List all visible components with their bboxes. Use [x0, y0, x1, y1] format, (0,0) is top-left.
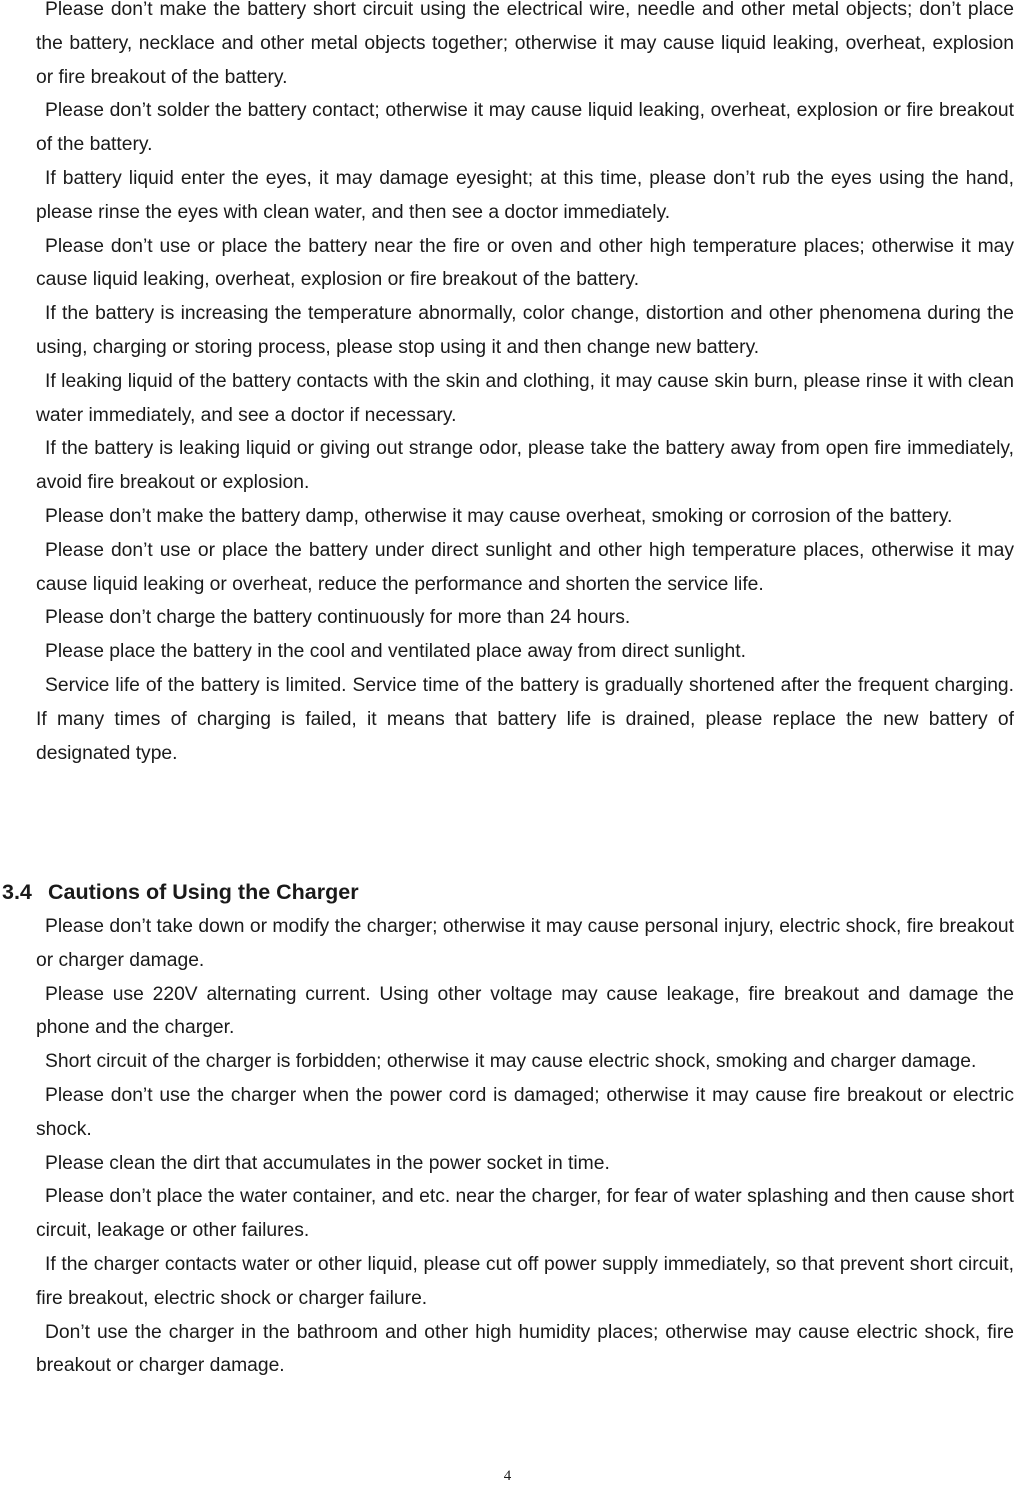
- section-heading: [2, 875, 359, 909]
- caution-paragraph: If leaking liquid of the battery contacts with the skin and clothing, it may cause skin burn, please rinse it with clean water immediately, and see a doctor if necessary.: [36, 370, 1014, 426]
- caution-paragraph: Service life of the battery is limited. Service time of the battery is gradually shortened after the frequent charging. If many times of charging is failed, it means that battery life is drained, please replace the new battery of designated type.: [36, 674, 1014, 764]
- caution-paragraph: If the battery is increasing the temperature abnormally, color change, distortion and other phenomena during the using, charging or storing process, please stop using it and then change new battery.: [36, 303, 1014, 358]
- caution-paragraph: If the charger contacts water or other liquid, please cut off power supply immediately, so that prevent short circuit, fire breakout, electric shock or charger failure.: [36, 1253, 1014, 1309]
- caution-paragraph: Please use 220V alternating current. Using other voltage may cause leakage, fire breakout and damage the phone and the charger.: [36, 983, 1014, 1039]
- caution-paragraph: Please don’t take down or modify the charger; otherwise it may cause personal injury, electric shock, fire breakout or charger damage.: [36, 916, 1014, 971]
- caution-paragraph: Please place the battery in the cool and ventilated place away from direct sunlight.: [45, 641, 746, 663]
- caution-paragraph: Please don’t charge the battery continuously for more than 24 hours.: [45, 607, 631, 629]
- charger-cautions-list: [36, 910, 1014, 1383]
- page-number: 4: [503, 1468, 512, 1484]
- caution-paragraph: Please don’t make the battery short circuit using the electrical wire, needle and other metal objects; don’t place the battery, necklace and other metal objects together; otherwise it may cause liquid leaking, overheat, explosion or fire breakout of the battery.: [36, 0, 1014, 88]
- caution-paragraph: If the battery is leaking liquid or giving out strange odor, please take the battery away from open fire immediately, avoid fire breakout or explosion.: [36, 438, 1014, 494]
- section-title: Cautions of Using the Charger: [48, 880, 359, 904]
- caution-paragraph: Please don’t use the charger when the power cord is damaged; otherwise it may cause fire breakout or electric shock.: [36, 1084, 1014, 1140]
- caution-paragraph: Please don’t make the battery damp, otherwise it may cause overheat, smoking or corrosion of the battery.: [45, 505, 953, 527]
- caution-paragraph: If battery liquid enter the eyes, it may damage eyesight; at this time, please don’t rub the eyes using the hand, please rinse the eyes with clean water, and then see a doctor immediately.: [36, 167, 1014, 223]
- caution-paragraph: Short circuit of the charger is forbidden; otherwise it may cause electric shock, smoking and charger damage.: [45, 1051, 977, 1073]
- caution-paragraph: Please don’t use or place the battery near the fire or oven and other high temperature places; otherwise it may cause liquid leaking, overheat, explosion or fire breakout of the battery.: [36, 235, 1014, 291]
- section-number: 3.4: [2, 880, 32, 904]
- caution-paragraph: Please don’t place the water container, and etc. near the charger, for fear of water splashing and then cause short circuit, leakage or other failures.: [36, 1186, 1014, 1242]
- caution-paragraph: Please don’t solder the battery contact; otherwise it may cause liquid leaking, overheat, explosion or fire breakout of the battery.: [36, 100, 1014, 156]
- caution-paragraph: Please clean the dirt that accumulates in the power socket in time.: [45, 1152, 610, 1174]
- caution-paragraph: Don’t use the charger in the bathroom and other high humidity places; otherwise may cause electric shock, fire breakout or charger damage.: [36, 1321, 1014, 1377]
- caution-paragraph: Please don’t use or place the battery under direct sunlight and other high temperature places, otherwise it may cause liquid leaking or overheat, reduce the performance and shorten the service life.: [36, 539, 1014, 595]
- battery-cautions-list: [36, 0, 1014, 770]
